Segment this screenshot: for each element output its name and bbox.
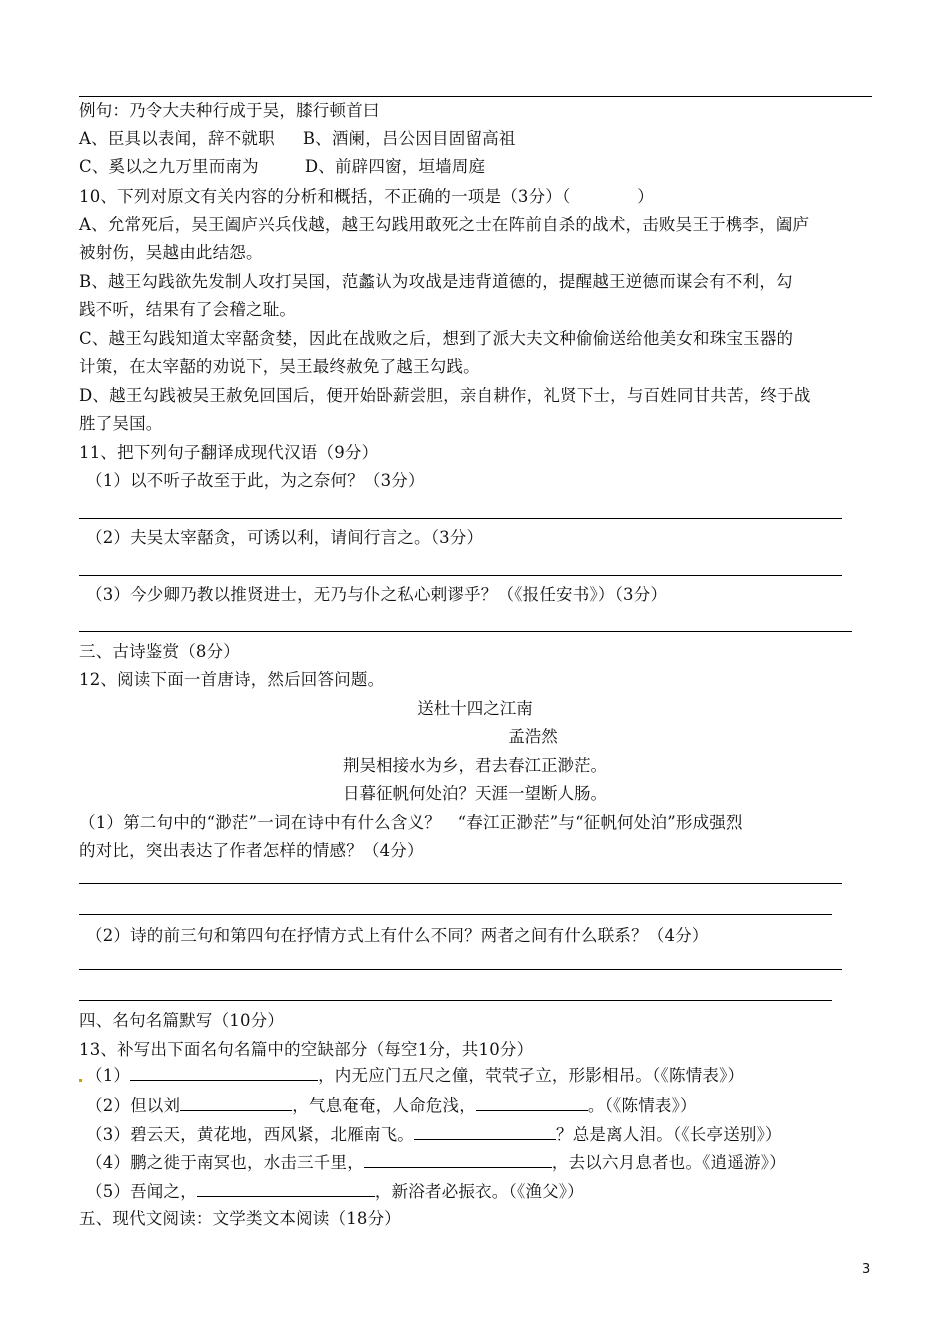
blank-field[interactable] — [414, 1123, 556, 1140]
poem-line-2: 日暮征帆何处泊？天涯一望断人肠。 — [343, 784, 607, 803]
q12-part-1-line2: 的对比，突出表达了作者怎样的情感？（4分） — [79, 841, 424, 860]
answer-line[interactable] — [79, 1000, 832, 1001]
answer-line[interactable] — [79, 575, 842, 576]
q10-option-a-line1: A、允常死后，吴王阖庐兴兵伐越，越王勾践用敢死之士在阵前自杀的战术，击败吴王于槜李，阖庐 — [79, 215, 810, 234]
question-11: 11、把下列句子翻译成现代汉语（9分） — [79, 443, 379, 462]
header-rule — [79, 96, 872, 97]
q10-option-b-line2: 践不听，结果有了会稽之耻。 — [79, 300, 297, 319]
q10-option-c-line2: 计策，在太宰嚭的劝说下，吴王最终赦免了越王勾践。 — [79, 357, 480, 376]
answer-line[interactable] — [79, 969, 842, 970]
example-sentence: 例句：乃令大夫种行成于吴，膝行顿首曰 — [79, 101, 380, 120]
fill-blank-1: （1） ，内无应门五尺之僮，茕茕孑立，形影相吊。（《陈情表》） — [86, 1066, 745, 1085]
fill-blank-3: （3）碧云天，黄花地，西风紧，北雁南飞。 ？总是离人泪。（《长亭送别》） — [86, 1125, 782, 1144]
q10-option-b-line1: B、越王勾践欲先发制人攻打吴国，范蠡认为攻战是违背道德的，提醒越王逆德而谋会有不利，勾 — [79, 272, 793, 291]
blank-field[interactable] — [180, 1094, 292, 1111]
q10-option-d-line1: D、越王勾践被吴王赦免回国后，便开始卧薪尝胆，亲自耕作，礼贤下士，与百姓同甘共苦，终于战 — [79, 386, 811, 405]
page-number: 3 — [862, 1262, 871, 1277]
blank-field[interactable] — [130, 1064, 318, 1081]
blank-field[interactable] — [364, 1151, 552, 1168]
q11-part-2: （2）夫吴太宰嚭贪，可诱以利，请间行言之。（3分） — [86, 528, 484, 547]
q10-option-a-line2: 被射伤，吴越由此结怨。 — [79, 243, 263, 262]
option-c: C、奚以之九万里而南为 D、前辟四窗，垣墙周庭 — [79, 157, 486, 176]
q10-option-d-line2: 胜了吴国。 — [79, 414, 163, 433]
section-5-heading: 五、现代文阅读：文学类文本阅读（18分） — [79, 1209, 401, 1228]
section-3-heading: 三、古诗鉴赏（8分） — [79, 642, 240, 661]
q10-option-c-line1: C、越王勾践知道太宰嚭贪婪，因此在战败之后，想到了派大夫文种偷偷送给他美女和珠宝玉器的 — [79, 329, 794, 348]
poem-author: 孟浩然 — [508, 727, 558, 746]
margin-mark — [79, 1079, 82, 1082]
answer-line[interactable] — [79, 518, 842, 519]
question-10: 10、下列对原文有关内容的分析和概括，不正确的一项是（3分）（ ） — [79, 187, 654, 206]
fill-blank-4: （4）鹏之徙于南冥也，水击三千里， ，去以六月息者也。《逍遥游》） — [86, 1153, 786, 1172]
answer-line[interactable] — [79, 631, 852, 632]
answer-line[interactable] — [79, 883, 842, 884]
q12-part-2: （2）诗的前三句和第四句在抒情方式上有什么不同？两者之间有什么联系？（4分） — [86, 926, 709, 945]
fill-blank-2: （2）但以刘 ，气息奄奄，人命危浅， 。（《陈情表》） — [86, 1096, 697, 1115]
question-12: 12、阅读下面一首唐诗，然后回答问题。 — [79, 670, 385, 689]
blank-field[interactable] — [197, 1180, 375, 1197]
option-a: A、臣具以表闻，辞不就职 B、酒阑，吕公因目固留高祖 — [79, 129, 516, 148]
q11-part-1: （1）以不听子故至于此，为之奈何？（3分） — [86, 471, 425, 490]
blank-field[interactable] — [476, 1094, 588, 1111]
q12-part-1-line1: （1）第二句中的“渺茫”一词在诗中有什么含义？ “春江正渺茫”与“征帆何处泊”形成强烈 — [79, 813, 743, 832]
answer-line[interactable] — [79, 914, 832, 915]
section-4-heading: 四、名句名篇默写（10分） — [79, 1011, 285, 1030]
poem-title: 送杜十四之江南 — [417, 699, 533, 718]
question-13: 13、补写出下面名句名篇中的空缺部分（每空1分，共10分） — [79, 1040, 534, 1059]
q11-part-3: （3）今少卿乃教以推贤进士，无乃与仆之私心剌谬乎？（《报任安书》）（3分） — [86, 585, 668, 604]
poem-line-1: 荆吴相接水为乡，君去春江正渺茫。 — [343, 756, 607, 775]
fill-blank-5: （5）吾闻之， ，新浴者必振衣。（《渔父》） — [86, 1182, 584, 1201]
